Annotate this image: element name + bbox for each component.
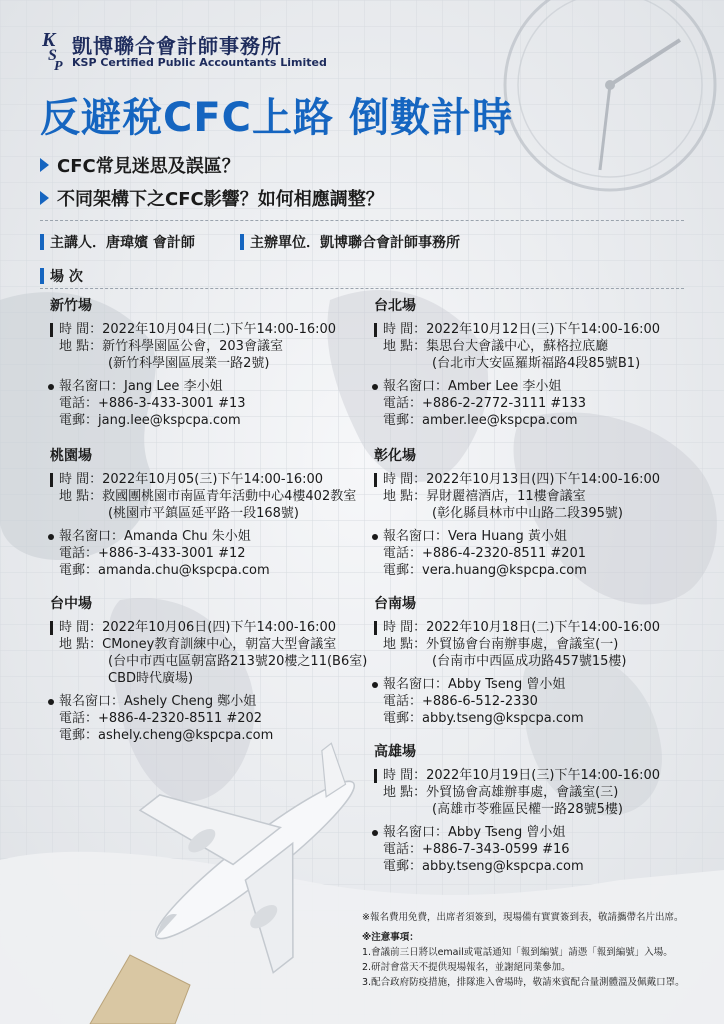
venue-address: (台中市西屯區朝富路213號20樓之11(B6室) [108,654,368,669]
venue-name: 台南場 [374,596,416,612]
contact-bullet [372,830,378,836]
speaker-text: 主講人．唐瑋嬪 會計師 [50,235,195,251]
contact-bullet [372,534,378,540]
tag-bar [240,234,244,250]
venue-contact: 報名窗口：Amanda Chu 朱小姐 [59,529,251,544]
venue-contact: 報名窗口：Ashely Cheng 鄭小姐 [59,694,257,709]
venue-email: 電郵：amanda.chu@kspcpa.com [59,563,270,578]
venue-time: 時 間：2022年10月18日(二)下午14:00-16:00 [383,620,661,635]
venue-name: 桃園場 [50,448,92,464]
notes-fee: ※報名費用免費，出席者須簽到，現場備有實實簽到表，敬請攜帶名片出席。 [362,912,684,923]
venue-address: (桃園市平鎮區延平路一段168號) [108,506,299,521]
contact-bullet [48,534,54,540]
svg-text:P: P [54,59,63,70]
venue-name: 彰化場 [374,448,416,464]
firm-name-cn: 凱博聯合會計師事務所 [72,34,282,58]
venue-address: (台北市大安區羅斯福路4段85號B1) [432,356,641,371]
venue-name: 台北場 [374,298,416,314]
tag-bar [40,268,44,284]
svg-text:K: K [42,30,56,51]
topic-item [40,152,240,178]
venue-email: 電郵：vera.huang@kspcpa.com [383,563,587,578]
venue-email: 電郵：jang.lee@kspcpa.com [59,413,241,428]
divider [40,220,684,221]
venue-phone: 電話：+886-4-2320-8511 #201 [383,546,587,561]
venue-bar [374,621,377,635]
venue-address: CBD時代廣場) [108,671,194,686]
venue-contact: 報名窗口：Jang Lee 李小姐 [59,379,223,394]
venue-taichung [50,596,367,744]
venue-phone: 電話：+886-3-433-3001 #13 [59,396,246,411]
topic-text: CFC常見迷思及誤區？ [57,156,240,177]
section-text: 場 次 [50,269,83,285]
venue-phone: 電話：+886-6-512-2330 [383,694,538,709]
venue-place: 地 點：集思台大會議中心，蘇格拉底廳 [383,339,609,354]
venue-contact: 報名窗口：Vera Huang 黃小姐 [383,529,567,544]
venue-phone: 電話：+886-2-2772-3111 #133 [383,396,587,411]
venue-place: 地 點：外貿協會台南辦事處，會議室(一) [383,637,619,652]
page-title: 反避稅CFC上路 倒數計時 [40,95,513,141]
venue-time: 時 間：2022年10月04日(二)下午14:00-16:00 [59,322,337,337]
contact-bullet [372,682,378,688]
notes-item: 2.研討會當天不提供現場報名，並謝絕同業參加。 [362,962,571,973]
triangle-bullet-icon [40,158,49,172]
notes-heading: ※注意事項： [362,932,419,943]
venue-changhua [374,448,660,579]
venue-address: (新竹科學園區展業一路2號) [108,356,270,371]
venue-email: 電郵：abby.tseng@kspcpa.com [383,711,584,726]
venue-time: 時 間：2022年10月13日(四)下午14:00-16:00 [383,472,661,487]
topic-text: 不同架構下之CFC影響？如何相應調整？ [57,189,384,210]
venue-phone: 電話：+886-3-433-3001 #12 [59,546,246,561]
venue-address: (台南市中西區成功路457號15樓) [432,654,627,669]
organizer-label [240,232,460,252]
venue-time: 時 間：2022年10月19日(三)下午14:00-16:00 [383,768,661,783]
venue-bar [374,769,377,783]
venue-place: 地 點：昇財麗禧酒店，11樓會議室 [383,489,586,504]
tag-bar [40,234,44,250]
venue-address: (彰化縣員林市中山路二段395號) [432,506,623,521]
venue-bar [374,473,377,487]
contact-bullet [372,384,378,390]
contact-bullet [48,699,54,705]
venue-taoyuan [50,448,356,579]
venue-email: 電郵：ashely.cheng@kspcpa.com [59,728,274,743]
venue-bar [50,473,53,487]
venue-time: 時 間：2022年10月12日(三)下午14:00-16:00 [383,322,661,337]
firm-name-en: KSP Certified Public Accountants Limited [72,56,327,69]
divider [40,288,684,289]
venue-tainan [374,596,660,727]
venue-place: 地 點：外貿協會高雄辦事處，會議室(三) [383,785,619,800]
venue-contact: 報名窗口：Abby Tseng 曾小姐 [383,677,566,692]
venue-hsinchu [50,298,336,429]
topic-item [40,185,384,211]
venue-place: 地 點：新竹科學園區公會，203會議室 [59,339,283,354]
notes-item: 1.會議前三日將以email或電話通知「報到編號」請憑「報到編號」入場。 [362,947,673,958]
venue-taipei [374,298,660,429]
notes-item: 3.配合政府防疫措施，排隊進入會場時，敬請來賓配合量測體溫及佩戴口罩。 [362,977,685,988]
contact-bullet [48,384,54,390]
venue-kaohsiung [374,744,660,875]
venue-time: 時 間：2022年10月05(三)下午14:00-16:00 [59,472,324,487]
ksp-logo-icon [42,30,66,70]
venue-email: 電郵：abby.tseng@kspcpa.com [383,859,584,874]
venue-contact: 報名窗口：Amber Lee 李小姐 [383,379,562,394]
venue-name: 高雄場 [374,744,416,760]
venue-address: (高雄市苓雅區民權一路28號5樓) [432,802,623,817]
venue-bar [374,323,377,337]
svg-text:S: S [48,47,57,64]
venue-name: 台中場 [50,596,92,612]
venue-name: 新竹場 [50,298,92,314]
venue-time: 時 間：2022年10月06日(四)下午14:00-16:00 [59,620,337,635]
notes [362,910,685,990]
venue-bar [50,621,53,635]
venue-phone: 電話：+886-7-343-0599 #16 [383,842,570,857]
venue-contact: 報名窗口：Abby Tseng 曾小姐 [383,825,566,840]
speaker-label [40,232,195,252]
venue-place: 地 點：CMoney教育訓練中心，朝富大型會議室 [59,637,337,652]
venue-email: 電郵：amber.lee@kspcpa.com [383,413,578,428]
venue-bar [50,323,53,337]
organizer-text: 主辦單位．凱博聯合會計師事務所 [250,235,460,251]
venue-place: 地 點：救國團桃園市南區青年活動中心4樓402教室 [59,489,357,504]
section-label [40,266,83,286]
triangle-bullet-icon [40,191,49,205]
venue-phone: 電話：+886-4-2320-8511 #202 [59,711,263,726]
